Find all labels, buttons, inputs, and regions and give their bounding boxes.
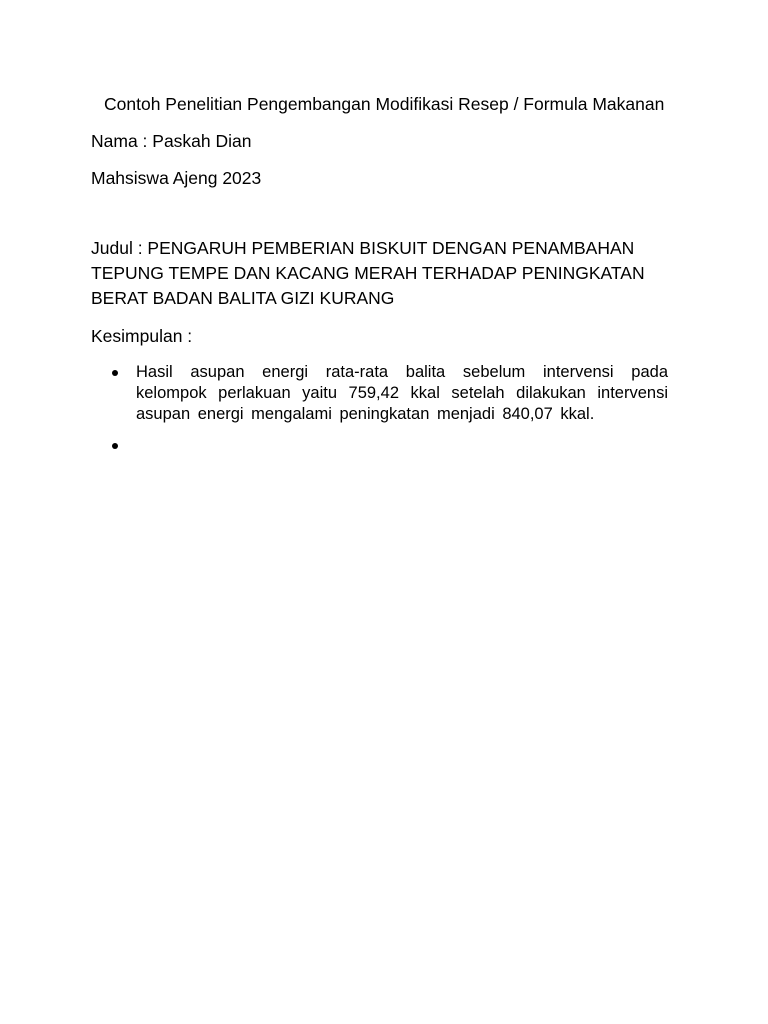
document-title: Contoh Penelitian Pengembangan Modifikasi Resep / Formula Makanan xyxy=(104,94,665,114)
student-info: Mahsiswa Ajeng 2023 xyxy=(91,168,262,188)
research-title: Judul : PENGARUH PEMBERIAN BISKUIT DENGAN PENAMBAHAN TEPUNG TEMPE DAN KACANG MERAH TERHADAP PENINGKATAN BERAT BADAN BALITA GIZI KURANG xyxy=(91,238,645,308)
bullet-icon xyxy=(112,443,118,449)
conclusion-heading: Kesimpulan : xyxy=(91,326,193,346)
author-name: Nama : Paskah Dian xyxy=(91,131,252,151)
conclusion-list xyxy=(108,362,668,466)
list-item xyxy=(108,435,668,456)
list-item xyxy=(108,362,668,425)
bullet-icon xyxy=(112,370,118,376)
conclusion-text: Hasil asupan energi rata-rata balita sebelum intervensi pada kelompok perlakuan yaitu 759,42 kkal setelah dilakukan intervensi asupan energi mengalami peningkatan menjadi 840,07 kkal. xyxy=(136,363,668,423)
